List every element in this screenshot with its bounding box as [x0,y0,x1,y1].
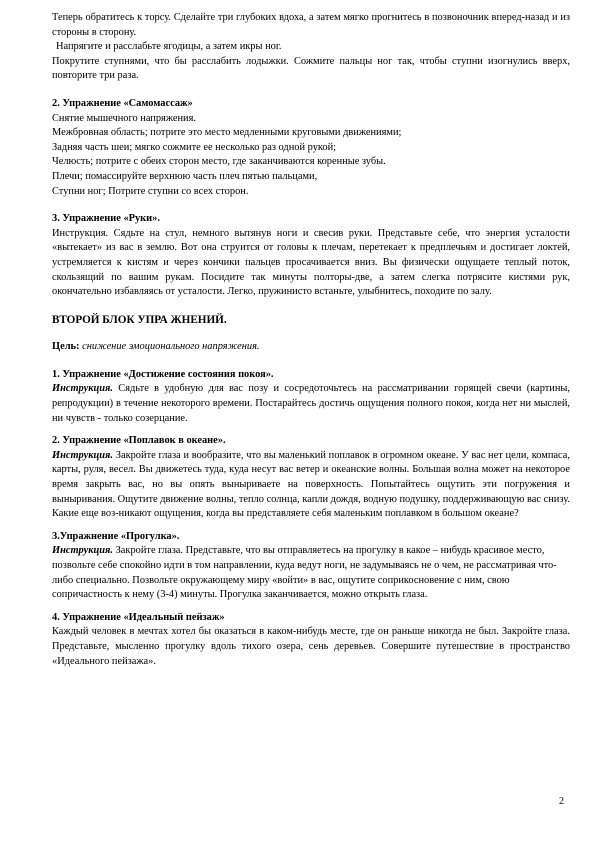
instruction-label: Инструкция. [52,449,113,461]
paragraph: Теперь обратитесь к торсу. Сделайте три глубоких вдоха, а затем мягко прогнитесь в позвоночник вперед-назад и из стороны в сторону. [52,12,570,38]
section-heading: 3.Упражнение «Прогулка». [52,530,180,542]
document-page [52,11,570,669]
goal-label: Цель: [52,341,80,353]
paragraph: Инструкция. Сядьте на стул, немного вытянув ноги и свесив руки. Представьте себе, что энергия усталости «вытекает» из вас в землю. Вот она струится от головы к плечам, перетекает к предплечьям и достигает локтей, устремляется к кистям и через кончики пальцев просачивается вниз. Вы физически ощущаете теплый поток, скользящий по вашим рукам. Посидите так минуты полторы-две, а затем слегка потрясите кистями рук, окончательно избавляясь от усталости. Легко, пружинисто встаньте, улыбнитесь, походите по залу. [52,227,570,298]
instruction-label: Инструкция. [52,545,113,557]
list-item: Челюсть; потрите с обеих сторон место, где заканчиваются коренные зубы. [52,156,386,168]
instruction-text: Закройте глаза и вообразите, что вы маленький поплавок в огромном океане. У вас нет цели, компаса, карты, руля, весел. Вы движетесь туда, куда несут вас ветер и океанские волны. Большая волна может на некоторое время закрыть вас, но вы опять выныриваете на поверхность. Попытайтесь ощутить эти погружения и выныривания. Ощутите движение волны, тепло солнца, капли дождя, водную подушку, поддерживающую вас снизу. Какие еще воз-никают ощущения, когда вы представляете себя маленьким поплавком в большом океане? [52,449,570,520]
section-heading: 4. Упражнение «Идеальный пейзаж» [52,611,225,623]
section-heading: 3. Упражнение «Руки». [52,213,160,225]
instruction-text: Закройте глаза. Представьте, что вы отправляетесь на прогулку в какое – нибудь красивое место, позвольте себе спокойно идти в том направлении, куда ведут ноги, не задумываясь не о чем, не рассматривая что-либо специально. Позвольте окружающему миру «войти» в вас, ощутите соприкосновение с ним, свою сопричастность к нему (3-4) минуты. Прогулка заканчивается, можно открыть глаза. [52,545,557,601]
list-item: Межбровная область; потрите это место медленными круговыми движениями; [52,127,402,139]
paragraph: Каждый человек в мечтах хотел бы оказаться в каком-нибудь месте, где он раньше никогда не был. Закройте глаза. Представьте, мысленно прогулку вдоль тихого озера, сень деревьев. Совершите путешествие в пространство «Идеального пейзажа». [52,626,570,667]
section-heading: 2. Упражнение «Поплавок в океане». [52,435,226,447]
page-number: 2 [559,796,564,807]
section-heading: 2. Упражнение «Самомассаж» [52,97,193,109]
section-heading: 1. Упражнение «Достижение состояния покоя». [52,368,274,380]
list-item: Ступни ног; Потрите ступни со всех сторон. [52,185,249,197]
paragraph [52,382,570,426]
list-item: Снятие мышечного напряжения. [52,112,196,124]
list-item: Задняя часть шеи; мягко сожмите ее несколько раз одной рукой; [52,141,337,153]
list-item: Плечи; помассируйте верхнюю часть плеч пятью пальцами, [52,170,318,182]
goal-text: снижение эмоционального напряжения. [79,341,260,353]
paragraph [52,544,570,602]
paragraph: Покрутите ступнями, что бы расслабить лодыжки. Сожмите пальцы ног так, чтобы ступни изогнулись вверх, повторите три раза. [52,55,570,82]
block-title: ВТОРОЙ БЛОК УПРА ЖНЕНИЙ. [52,313,227,326]
instruction-label: Инструкция. [52,383,113,395]
paragraph: Напрягите и расслабьте ягодицы, а затем икры ног. [56,41,282,53]
paragraph [52,449,570,522]
instruction-text: Сядьте в удобную для вас позу и сосредоточьтесь на рассматривании горящей свечи (картины, репродукции) в течение некоторого времени. Постарайтесь достичь ощущения полного покоя, когда нет ни мыслей, ни чувств - только созерцание. [52,383,570,424]
goal-line [52,340,570,355]
